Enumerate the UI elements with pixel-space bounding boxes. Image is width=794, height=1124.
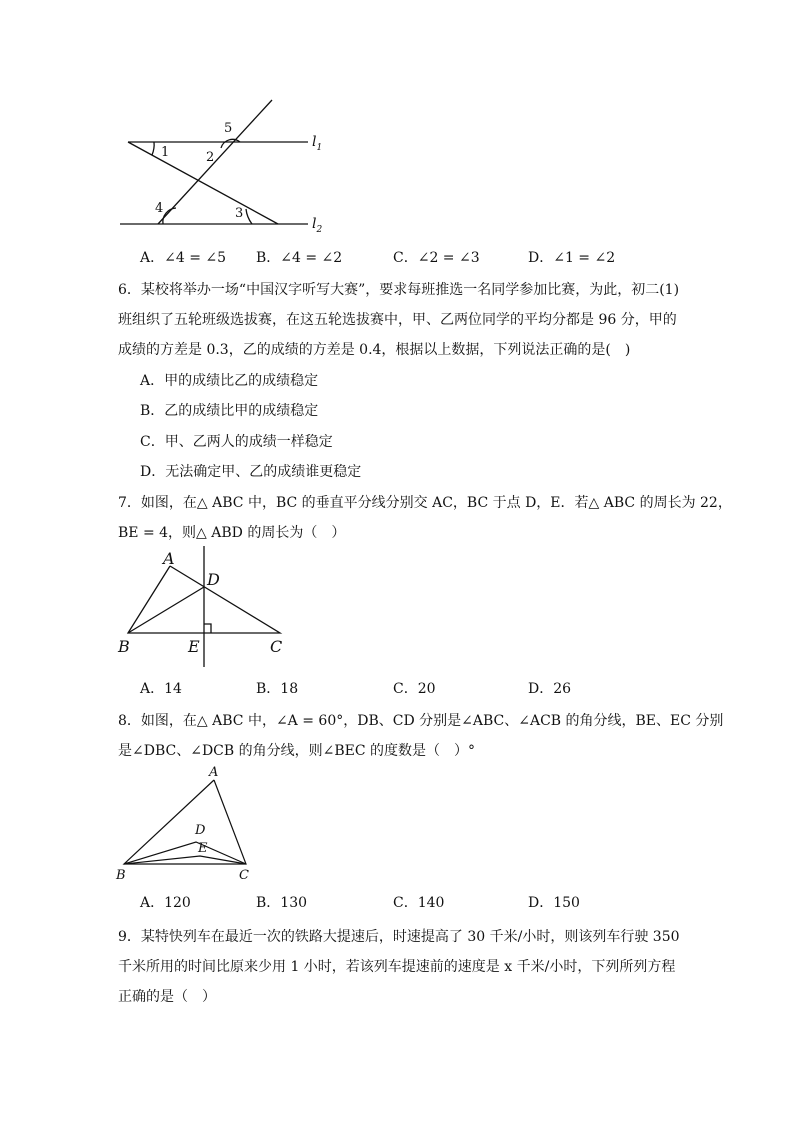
q7-label-d: D [207, 570, 220, 589]
q7-option-a[interactable]: A．14 [140, 681, 182, 697]
angle-label-2: 2 [206, 150, 215, 165]
q7-label-b: B [118, 637, 130, 656]
q8-option-d[interactable]: D．150 [528, 895, 580, 911]
figure-parallel-lines [0, 0, 794, 240]
q5-option-d[interactable]: D．∠1 = ∠2 [528, 250, 616, 266]
q9-stem-line-2: 千米所用的时间比原来少用 1 小时，若该列车提速前的速度是 x 千米/小时，下列所列方程 [118, 959, 676, 975]
right-angle-mark [204, 624, 211, 633]
q7-option-c[interactable]: C．20 [393, 681, 436, 697]
q8-label-d: D [195, 823, 206, 838]
angle-5-arc [221, 139, 240, 148]
angle-label-5: 5 [224, 121, 233, 136]
q6-stem-line-2: 班组织了五轮班级选拔赛，在这五轮选拔赛中，甲、乙两位同学的平均分都是 96 分，甲的 [118, 312, 677, 328]
q9-stem-line-3: 正确的是（ ） [118, 989, 216, 1005]
q6-stem-line-1: 6．某校将举办一场“中国汉字听写大赛”，要求每班推选一名同学参加比赛，为此，初二(1) [118, 282, 680, 298]
q8-stem-line-2: 是∠DBC、∠DCB 的角分线，则∠BEC 的度数是（ ）° [118, 743, 476, 759]
q8-option-a[interactable]: A．120 [140, 895, 191, 911]
bisector-be-ce [124, 856, 246, 864]
q8-label-e: E [198, 841, 208, 856]
q7-label-a: A [163, 549, 175, 568]
angle-4-arc [163, 208, 176, 224]
q7-stem-line-2: BE = 4，则△ ABD 的周长为（ ） [118, 525, 346, 541]
q5-option-a[interactable]: A．∠4 = ∠5 [140, 250, 227, 266]
angle-label-4: 4 [155, 201, 164, 216]
q6-option-a[interactable]: A．甲的成绩比乙的成绩稳定 [140, 373, 319, 389]
q7-option-b[interactable]: B．18 [256, 681, 299, 697]
q7-option-d[interactable]: D．26 [528, 681, 572, 697]
q9-stem-line-1: 9．某特快列车在最近一次的铁路大提速后，时速提高了 30 千米/小时，则该列车行驶 350 [118, 929, 680, 945]
q8-option-b[interactable]: B．130 [256, 895, 308, 911]
q8-label-c: C [239, 868, 249, 883]
figure-triangle-abc-q8 [0, 760, 794, 885]
angle-label-1: 1 [161, 145, 170, 160]
q6-stem-line-3: 成绩的方差是 0.3，乙的成绩的方差是 0.4，根据以上数据，下列说法正确的是( ) [118, 342, 631, 358]
q7-label-c: C [270, 637, 283, 656]
label-l2: $l_2$ [312, 216, 323, 235]
q8-label-b: B [116, 868, 126, 883]
q5-option-b[interactable]: B．∠4 = ∠2 [256, 250, 343, 266]
q5-option-c[interactable]: C．∠2 = ∠3 [393, 250, 480, 266]
triangle-abc [124, 780, 246, 864]
angle-label-3: 3 [235, 206, 244, 221]
transversal-1 [128, 142, 278, 224]
segment-bd [128, 587, 204, 633]
q6-option-b[interactable]: B．乙的成绩比甲的成绩稳定 [140, 403, 319, 419]
label-l1: $l_1$ [312, 134, 323, 153]
q8-option-c[interactable]: C．140 [393, 895, 445, 911]
q6-option-d[interactable]: D．无法确定甲、乙的成绩谁更稳定 [140, 464, 362, 480]
angle-3-arc [246, 209, 252, 224]
q8-stem-line-1: 8．如图，在△ ABC 中，∠A = 60°，DB、CD 分别是∠ABC、∠ACB 的角分线，BE、EC 分别 [118, 713, 724, 729]
figure-triangle-abc-q7 [0, 540, 794, 670]
q8-label-a: A [209, 765, 219, 780]
angle-1-arc [152, 142, 154, 155]
q6-option-c[interactable]: C．甲、乙两人的成绩一样稳定 [140, 434, 333, 450]
q7-stem-line-1: 7．如图，在△ ABC 中，BC 的垂直平分线分别交 AC，BC 于点 D，E．若△ ABC 的周长为 22， [118, 495, 732, 511]
transversal-2 [158, 100, 272, 224]
q7-label-e: E [188, 637, 200, 656]
